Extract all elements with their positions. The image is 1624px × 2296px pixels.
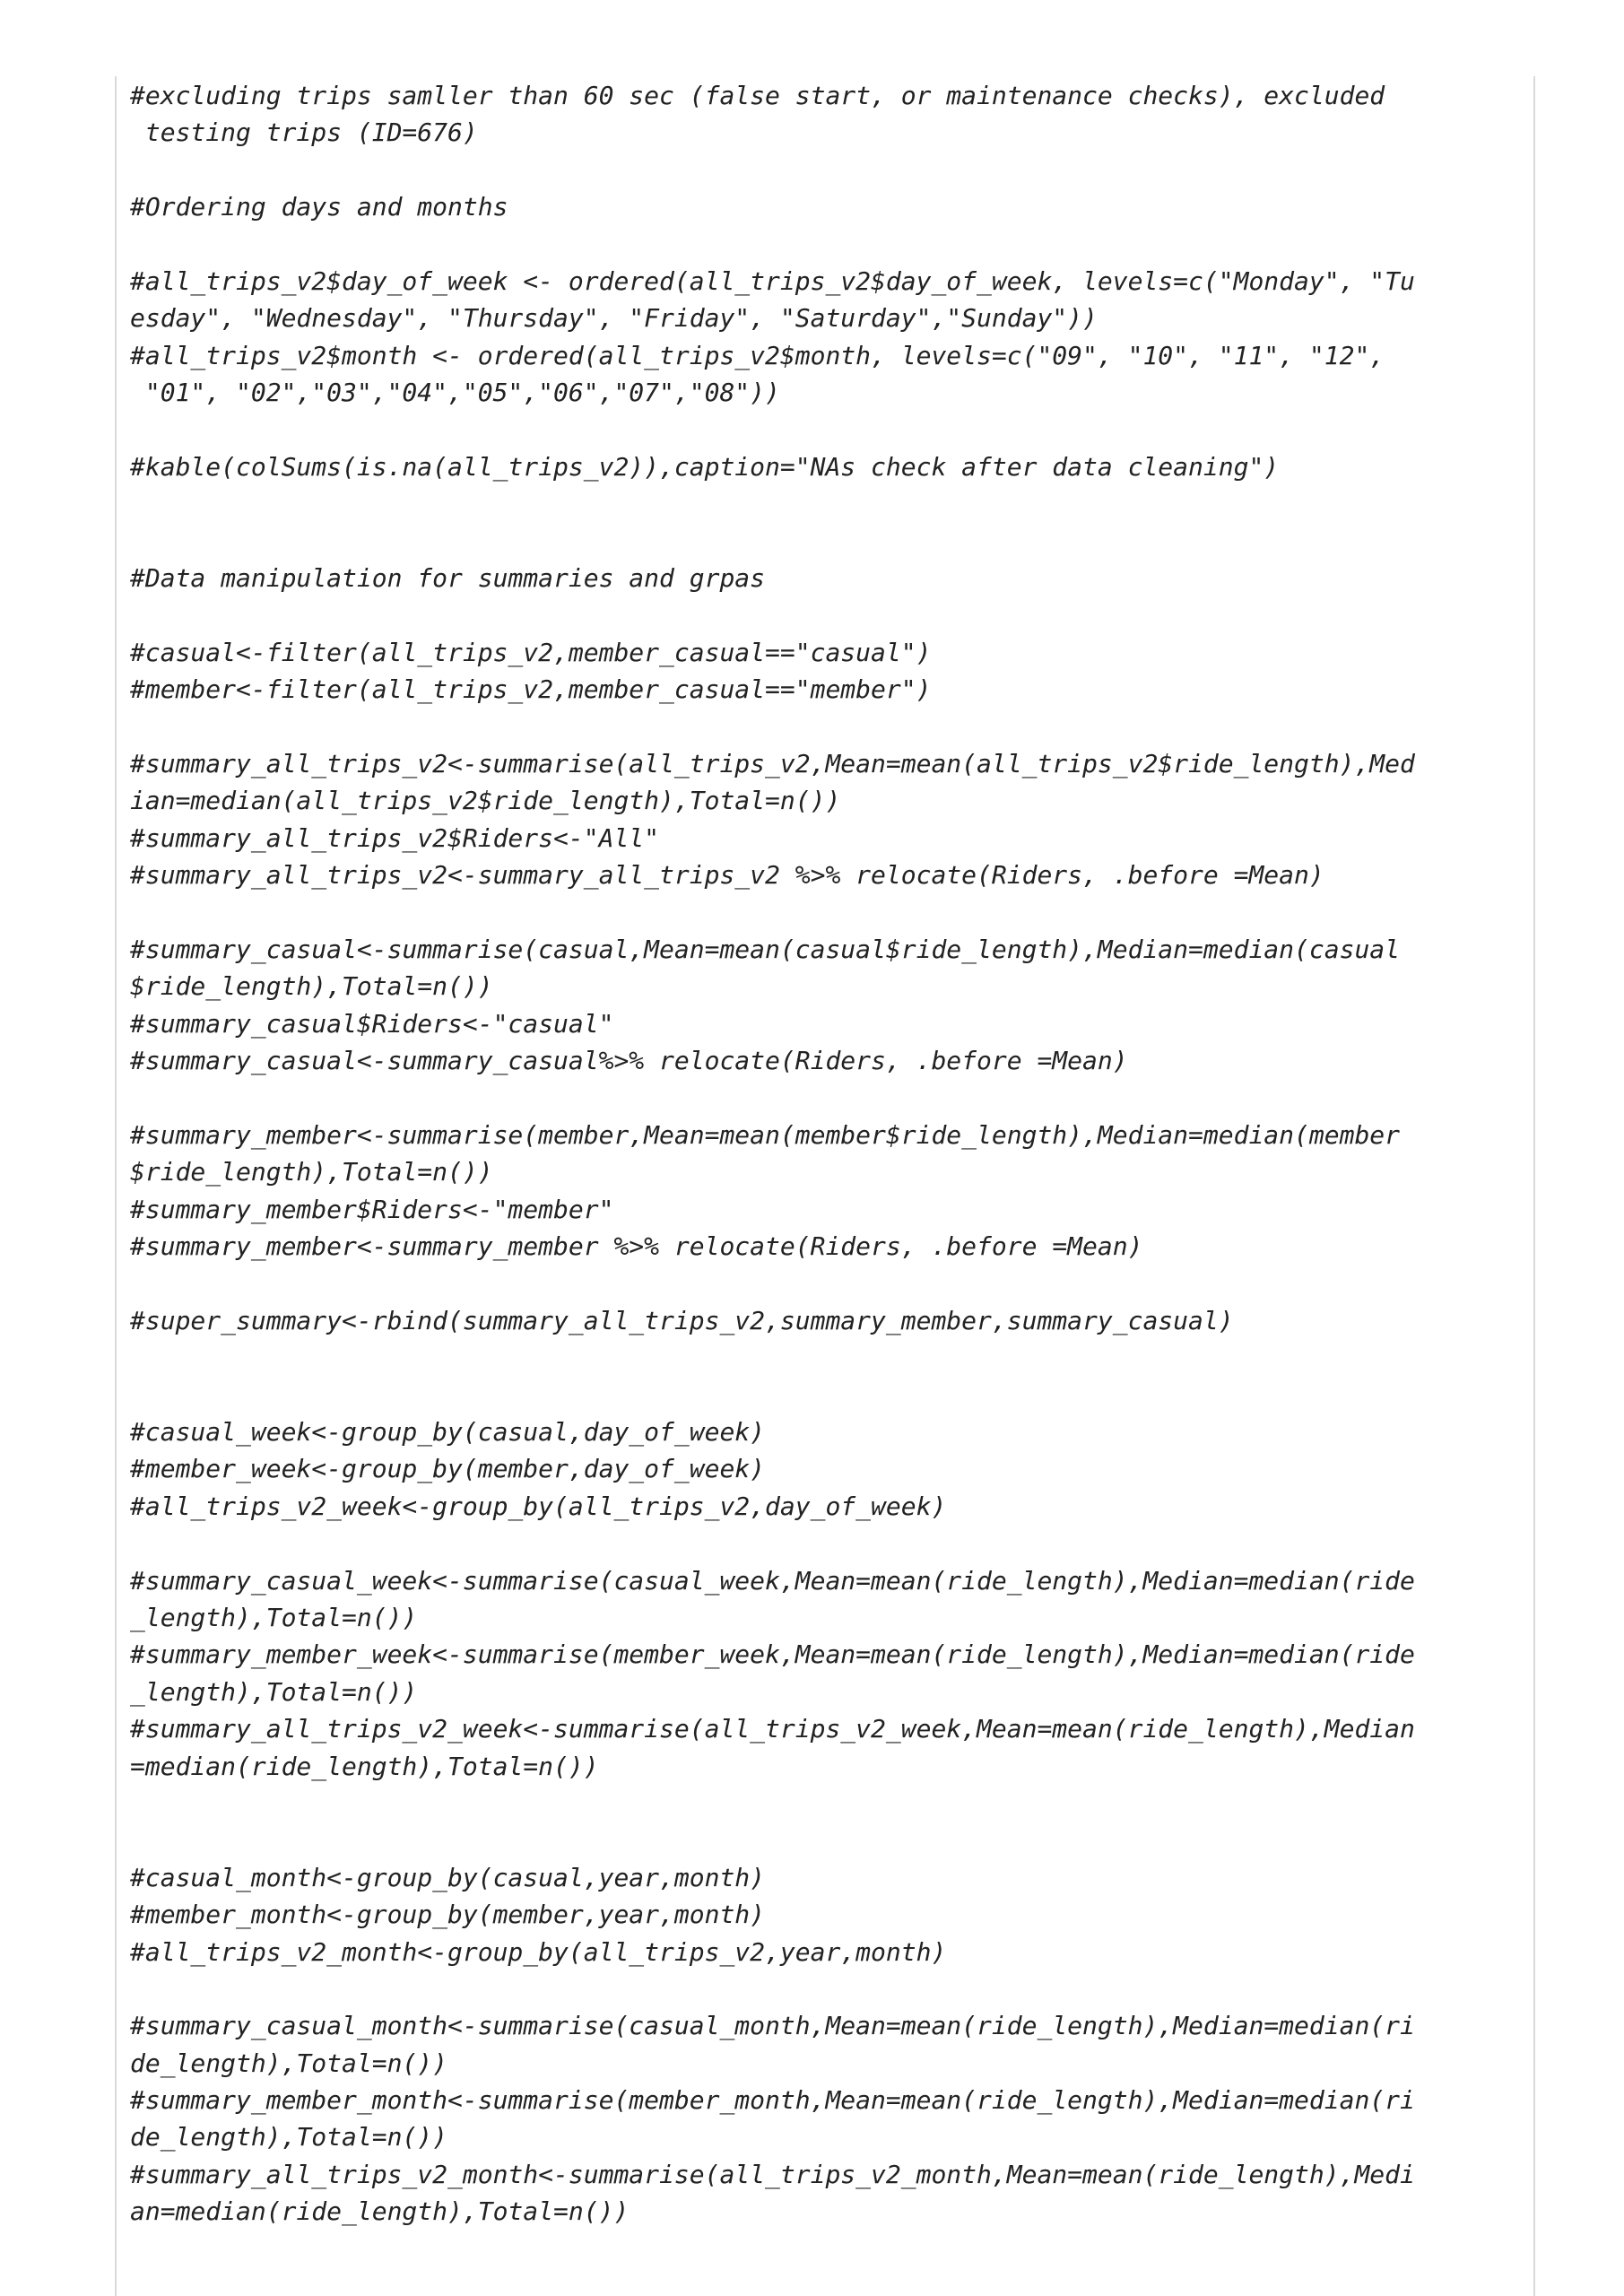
code-line: #summary_member<-summarise(member,Mean=mean(member$ride_length),Median=median(member	[130, 1119, 1401, 1150]
code-line: #kable(colSums(is.na(all_trips_v2)),caption="NAs check after data cleaning")	[130, 451, 1280, 482]
code-line: _length),Total=n())	[130, 1676, 418, 1707]
code-line: _length),Total=n())	[130, 1603, 418, 1633]
code-line: #summary_casual<-summarise(casual,Mean=mean(casual$ride_length),Median=median(casual	[130, 934, 1401, 964]
code-line	[130, 1377, 1529, 1413]
code-line	[130, 1785, 1529, 1822]
code-line	[130, 709, 1529, 745]
code-line: #summary_all_trips_v2$Riders<-"All"	[130, 822, 660, 853]
code-line	[130, 523, 1529, 560]
code-line: #summary_member<-summary_member %>% relocate(Riders, .before =Mean)	[130, 1231, 1143, 1262]
code-line	[130, 226, 1529, 263]
code-line: esday", "Wednesday", "Thursday", "Friday", "Saturday","Sunday"))	[130, 303, 1098, 334]
code-line: #summary_all_trips_v2_month<-summarise(all_trips_v2_month,Mean=mean(ride_length),Medi	[130, 2159, 1415, 2189]
code-line	[130, 1339, 1529, 1376]
code-line: $ride_length),Total=n())	[130, 1157, 493, 1187]
code-line: testing trips (ID=676)	[130, 117, 478, 148]
code-line: #casual_week<-group_by(casual,day_of_week)	[130, 1417, 766, 1448]
code-line	[130, 894, 1529, 931]
code-block	[130, 77, 1529, 2231]
code-line: #summary_casual$Riders<-"casual"	[130, 1008, 614, 1039]
code-line	[130, 1080, 1529, 1117]
code-line: #all_trips_v2_month<-group_by(all_trips_v2,year,month)	[130, 1936, 947, 1967]
code-line: #member<-filter(all_trips_v2,member_casual=="member")	[130, 674, 932, 705]
code-line: #all_trips_v2_week<-group_by(all_trips_v2,day_of_week)	[130, 1491, 947, 1521]
code-line	[130, 412, 1529, 448]
code-line: ian=median(all_trips_v2$ride_length),Total=n())	[130, 786, 841, 816]
code-line	[130, 596, 1529, 633]
code-line: an=median(ride_length),Total=n())	[130, 2196, 630, 2227]
code-line: #summary_casual<-summary_casual%>% relocate(Riders, .before =Mean)	[130, 1046, 1128, 1076]
code-line: #summary_member_week<-summarise(member_week,Mean=mean(ride_length),Median=median(ride	[130, 1639, 1415, 1670]
code-line	[130, 1525, 1529, 1561]
code-line: #excluding trips samller than 60 sec (false start, or maintenance checks), excluded	[130, 81, 1385, 110]
code-line: #summary_all_trips_v2_week<-summarise(all_trips_v2_week,Mean=mean(ride_length),Median	[130, 1714, 1415, 1744]
code-line: #member_week<-group_by(member,day_of_week)	[130, 1454, 766, 1484]
code-line: #Ordering days and months	[130, 192, 508, 222]
code-line	[130, 1822, 1529, 1858]
code-line	[130, 485, 1529, 522]
code-line: #Data manipulation for summaries and grpas	[130, 563, 766, 594]
code-line: #all_trips_v2$month <- ordered(all_trips_v2$month, levels=c("09", "10", "11", "12",	[130, 340, 1385, 370]
code-line: de_length),Total=n())	[130, 2048, 448, 2078]
code-line: #casual<-filter(all_trips_v2,member_casual=="casual")	[130, 637, 932, 667]
code-line: #summary_all_trips_v2<-summary_all_trips_v2 %>% relocate(Riders, .before =Mean)	[130, 860, 1324, 891]
code-line: #member_month<-group_by(member,year,month)	[130, 1900, 766, 1930]
code-line	[130, 152, 1529, 188]
code-line: #all_trips_v2$day_of_week <- ordered(all_trips_v2$day_of_week, levels=c("Monday", "Tu	[130, 265, 1415, 296]
code-line: #summary_member_month<-summarise(member_month,Mean=mean(ride_length),Median=median(ri	[130, 2085, 1415, 2116]
code-line	[130, 1265, 1529, 1302]
code-line: #summary_all_trips_v2<-summarise(all_trips_v2,Mean=mean(all_trips_v2$ride_length),Med	[130, 749, 1415, 779]
code-line: "01", "02","03","04","05","06","07","08"))	[130, 378, 780, 408]
code-line: =median(ride_length),Total=n())	[130, 1751, 599, 1781]
code-line	[130, 1970, 1529, 2007]
code-line: #casual_month<-group_by(casual,year,month)	[130, 1862, 766, 1892]
code-line: #summary_casual_month<-summarise(casual_month,Mean=mean(ride_length),Median=median(ri	[130, 2011, 1415, 2041]
code-line: $ride_length),Total=n())	[130, 971, 493, 1002]
code-line: #summary_member$Riders<-"member"	[130, 1194, 614, 1224]
code-line: de_length),Total=n())	[130, 2122, 448, 2152]
code-line: #summary_casual_week<-summarise(casual_week,Mean=mean(ride_length),Median=median(ride	[130, 1565, 1415, 1596]
code-line: #super_summary<-rbind(summary_all_trips_v2,summary_member,summary_casual)	[130, 1305, 1234, 1335]
